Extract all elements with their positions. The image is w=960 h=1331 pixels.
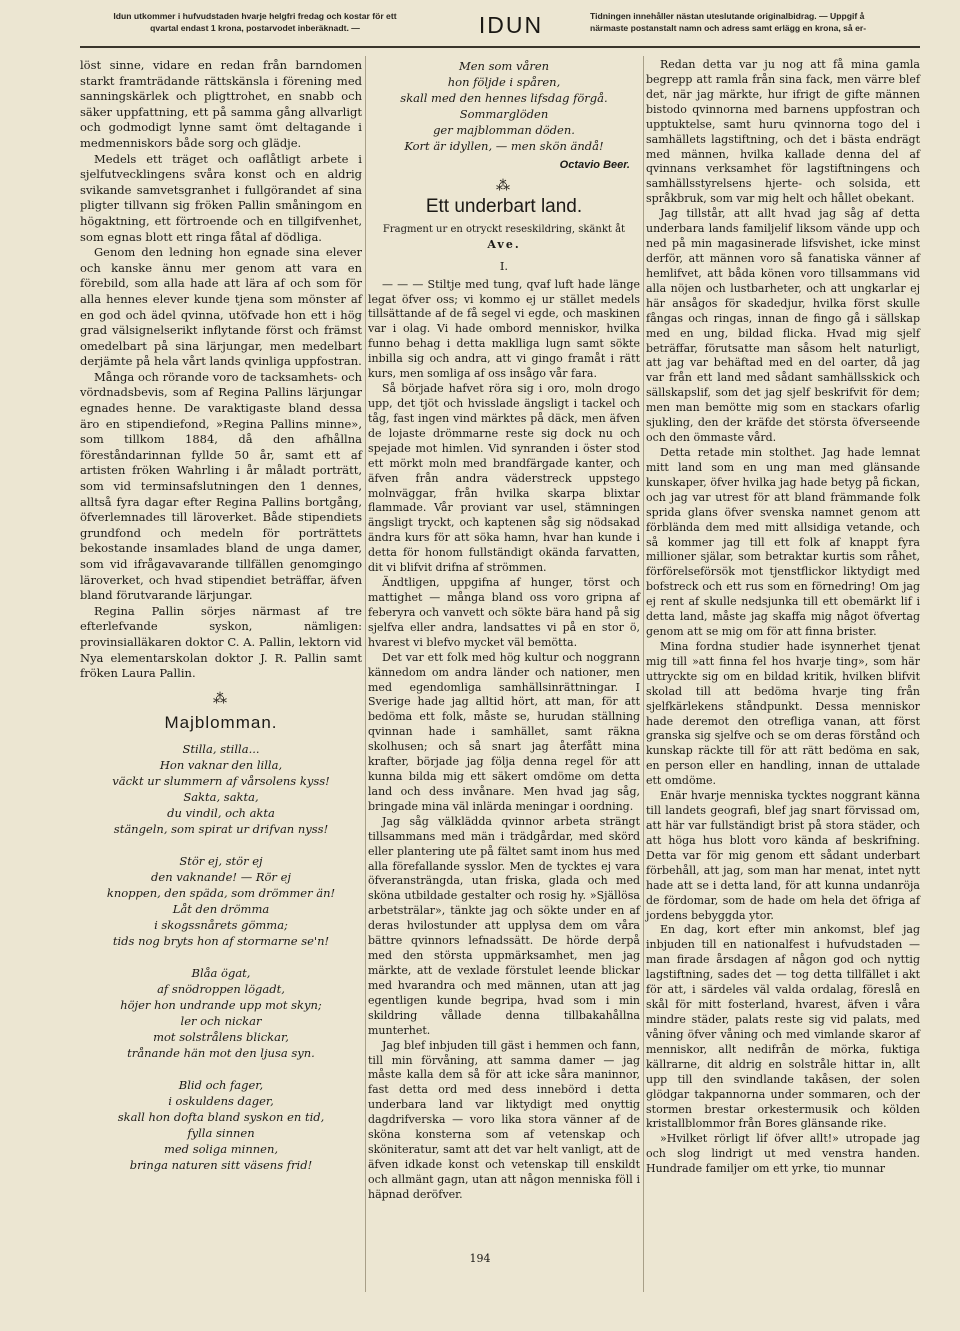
poem-line: Blid och fager,	[178, 1077, 264, 1092]
poem-line: den vaknande! — Rör ej	[151, 869, 291, 884]
paragraph: Jag tillstår, att allt hvad jag såg af detta underbara lands familjelif liksom vände upp och ned på min magasinerade lifsvishet, icke minst derför, att männen voro så fanatiska vänner af hemlifvet, att båda könen voro tillsammans vid alla nöjen och lustbarheter, och att ungkarlar ej här ansågos för skadedjur, hvilka först skulle fångas och ringas, innan de fingo gå i sällskap med en ung, bildad flicka. Hvad mig sjelf beträffar, förutsatte man såsom helt naturligt, att jag var behäftad med en del oarter, då jag var från ett land med sådant samhällsskick och sällskapslif, som det jag sjelf beskrifvit för dem; men man bemötte mig som en stackars ofarlig sjukling, den der kräfde det största öfverseende och den ömmaste vård.	[646, 207, 920, 445]
poem-line: Men som våren	[458, 59, 550, 73]
paragraph: Det var ett folk med hög kultur och noggrann kännedom om andra länder och nationer, men med egendomliga samhällsinrättningar. I Sverige hade jag alltid hört, att man, för att bedöma ett folk, måste se, hurudan ställning qvinnan hade i samhället, samt räkna skolhusen; och så snart jag återfått mina krafter, började jag följa denna regel för att kunna bilda mig ett säkert omdöme om detta land och dess invånare. Men hvad jag såg, bringade mina väl inlärda meningar i oordning.	[368, 650, 640, 813]
poem-line: ler och nickar	[180, 1013, 262, 1028]
header-right-line: Tidningen innehåller nästan uteslutande originalbidrag. — Uppgif å	[590, 11, 865, 21]
poem-line: Hon vaknar den lilla,	[159, 757, 283, 772]
header-left-line: Idun utkommer i hufvudstaden hvarje helgfri fredag och kostar för ett	[113, 11, 397, 21]
poem-line: stängeln, som spirat ur drifvan nyss!	[113, 821, 329, 836]
poem-line: tids nog bryts hon af stormarne se'n!	[112, 933, 330, 948]
masthead-title: IDUN	[478, 12, 544, 38]
poem-line: skall hon dofta bland syskon en tid,	[117, 1109, 325, 1124]
page-header	[80, 8, 920, 44]
article-title: Ett underbart land.	[425, 195, 583, 217]
poem-title: Majblomman.	[164, 713, 278, 733]
article-subtitle: Fragment ur en otryckt reseskildring, skänkt åt	[382, 223, 626, 235]
header-contributor-note	[590, 10, 922, 34]
paragraph: Redan detta var ju nog att få mina gamla begrepp att ramla från sina fack, men värre blef det, när jag märkte, hur ifrigt de gifte männen bistodo qvinnorna med barnens uppfostran och upptuktelse, samt huru qvinnorna togo del i samhällets lagstiftning, och det i bästa endrägt med männen, hvilka kallade denna del af qvinnans verksamhet för lagstiftningens och samhällsstyrelsens hjerte- och solsida, ett språkbruk, som var mig helt och hållet obekant.	[646, 58, 920, 206]
paragraph: »Hvilket rörligt lif öfver allt!» utropade jag och slog lindrigt ut med venstra handen. Hundrade familjer om ett yrke, tio munnar	[646, 1132, 920, 1176]
poem-stanza	[80, 1077, 362, 1173]
poem	[80, 741, 362, 1173]
poem-line: med soliga minnen,	[163, 1141, 279, 1156]
page-number: 194	[469, 1252, 491, 1265]
header-right-line: närmaste postanstalt namn och adress samt erlägg en krona, så er-	[590, 23, 867, 33]
poem-stanza	[80, 741, 362, 837]
poem-line: Kort är idyllen, — men skön ändå!	[404, 139, 604, 153]
poem-line: Låt den drömma	[172, 901, 270, 916]
header-rule	[80, 46, 920, 48]
section-number: I.	[499, 258, 509, 273]
poem-line: i skogssnårets gömma;	[154, 917, 288, 932]
poem-line: du vindil, och akta	[167, 805, 275, 820]
header-left-line: qvartal endast 1 krona, postarvodet inberäknadt. —	[150, 23, 360, 33]
poem-line: hon följde i spåren,	[447, 75, 561, 89]
poem-line: höjer hon undrande upp mot skyn;	[120, 997, 322, 1012]
paragraph: Genom den ledning hon egnade sina elever och kanske ännu mer genom att vara en förebild, som alla hade att lära af och som för alla hennes elever kunde tjena som mönster af en god och ädel qvinna, utöfvade hon ett i hög grad välsignelserikt inflytande först och främst omedelbart på sina lärjungar, men medelbart derjämte på hela vårt lands qvinliga uppfostran.	[80, 245, 362, 369]
column-3	[646, 58, 920, 1177]
paragraph: — — — Stiltje med tung, qvaf luft hade länge legat öfver oss; vi kommo ej ur stället medels tillsättande af de få segel vi egde, och maskinen var i olag. Vi hade ombord menniskor, hvilka funno behag i detta maklliga lugn samt sökte inbilla sig och andra, att vi gingo framåt i rätt kurs, men somliga af oss insågo vår fara.	[368, 277, 640, 381]
paragraph: Ändtligen, uppgifna af hunger, törst och mattighet — många bland oss voro gripna af feberyra och vanvett och sökte bära hand på sig sjelfva eller andra, landsattes vi på en stor ö, hvarest vi blefvo mycket väl bemötta.	[368, 576, 640, 649]
paragraph: Regina Pallin sörjes närmast af tre efterlefvande syskon, nämligen: provinsialläkaren doktor C. A. Pallin, lektorn vid Nya elementarskolan doktor J. R. Pallin samt fröken Laura Pallin.	[80, 603, 362, 681]
ornament-icon: ⁂	[213, 690, 229, 707]
ornament-icon: ⁂	[496, 177, 512, 194]
poem-line: Sommarglöden	[459, 107, 549, 121]
poem-line: knoppen, den späda, som drömmer än!	[106, 885, 336, 900]
paragraph: Detta retade min stolthet. Jag hade lemnat mitt land som en ung man med glänsande kunskaper, öfver hvilka jag hade betyg på fickan, och jag var utrest för att bland främmande folk sprida glans öfver svenska namnet genom att förblända dem med mitt allsidiga vetande, och så kommer jag till ett folk af knappt fyra millioner själar, som betraktar kurtis som råhet, förförelseförsök mot tjenstflickor liktydigt med bofstreck och ett rus som en förnedring! Om jag ej rent af skulle nedsjunka till ett obemärkt lif i detta land, måste jag skaffa mig något öfvertag genom att se mig om för att finna brister.	[646, 445, 920, 639]
paragraph: En dag, kort efter min ankomst, blef jag inbjuden till en nationalfest i hufvudstaden — man firade årsdagen af någon god och nyttig lagstiftning, sades det — tog detta tillfället i akt för att, i särdeles väl valda ordalag, föreslå en skål för mitt fosterland, hvarest, äfven i våra mindre städer, palats reste sig vid palats, med våning öfver våning och med vimlande skaror af menniskor, allt nedifrån de mörka, fuktiga källrarne, dit aldrig en solstråle hittar in, allt upp till den svindlande takåsen, der solen glödgar takpannorna under sommaren, och der stormen brestar orkestermusik och kölden kristallblommor från Bores glänsande rike.	[646, 923, 920, 1131]
poem-line: trånande hän mot den ljusa syn.	[127, 1045, 315, 1060]
poem-line: ger majblomman döden.	[433, 123, 575, 137]
paragraph: Jag såg välklädda qvinnor arbeta strängt tillsammans med män i trädgårdar, med skörd eller plantering ute på fältet samt inom hus med alla förefallande sysslor. Men de tycktes ej vara öfveransträngda, utan friska, glada och med sköna utbildade gestalter och rosig hy. »Själlösa arbetsträlar», tänkte jag och sökte under en af deras hvilostunder att upplysa dem om våra bättre qvinnors lefnadssätt. De hörde derpå med den största uppmärksamhet, men jag märkte, att de vexlade förstulet leende blickar med hvarandra och med männen, utan att jag egentligen kunde begripa, hvad som i min skildring vållade denna tillbakahållna munterhet.	[368, 814, 640, 1037]
poem-author: Octavio Beer.	[559, 159, 630, 171]
article-author: Ave.	[487, 237, 521, 251]
poem-continuation	[368, 58, 640, 154]
poem-line: i oskuldens dager,	[168, 1093, 274, 1108]
poem-line: Stilla, stilla...	[182, 741, 260, 756]
paragraph: Jag blef inbjuden till gäst i hemmen och fann, till min förvåning, att samma damer — jag måste kalla dem så för att icke såra maninnor, fast detta ord med dess innebörd i detta underbara land var liktydigt med onyttig dagdrifverska — voro lika stora vänner af de sköna konsterna som af vetenskap och sköniteratur, samt att det var helt vanligt, att de äfven idkade konst och vetenskap till enskildt och allmänt gagn, utan att någon menniska föll i häpnad deröfver.	[368, 1038, 640, 1201]
column-divider	[365, 56, 366, 1292]
paragraph: Enär hvarje menniska tycktes noggrant känna till landets geografi, blef jag snart förvissad om, att här var fullständigt brist på stora städer, och att höga hus blott voro kända af beskrifning. Detta var för mig genom ett sådant underbart förbehåll, att jag, som man har menat, intet nytt hade att se i detta land, för att kunna undanröja de fördomar, som de hade om hela det öfriga af jordens bebyggda ytor.	[646, 789, 920, 922]
poem-line: Stör ej, stör ej	[179, 853, 263, 868]
poem-line: Sakta, sakta,	[183, 789, 259, 804]
column-2	[368, 58, 640, 1203]
header-subscription-note	[80, 10, 430, 34]
paragraph: Så började hafvet röra sig i oro, moln drogo upp, det tjöt och hvisslade ängsligt i tackel och tåg, fast ingen vind märktes på däck, men äfven de lojaste drömmarne reste sig dock nu och spejade mot himlen. Vid synranden i öster stod ett mörkt moln med brandfärgade kanter, och äfven från andra väderstreck uppstego molnväggar, från hvilka skarpa blixtar flammade. Vår proviant var usel, stämningen ängsligt tryckt, och kaptenen såg sig nödsakad ändra kurs för att söka hamn, hvar han kunde i detta för honom fullständigt okända farvatten, dit vi blifvit drifna af strömmen.	[368, 382, 640, 575]
paragraph: Mina fordna studier hade isynnerhet tjenat mig till »att finna fel hos hvarje ting», som här uttryckte sig om en bildad kritik, hvilken blifvit skolad till att bedöma hvarje ting från sjelfkärlekens ståndpunkt. Dessa menniskor hade deremot den otrefliga vanan, att först granska sig sjelfve och se om deras förstånd och kunskap räckte till för att rätt bedöma en sak, en person eller en handling, innan de uttalade ett omdöme.	[646, 639, 920, 788]
column-divider	[643, 56, 644, 1292]
poem-line: fylla sinnen	[187, 1125, 255, 1140]
poem-stanza	[80, 853, 362, 949]
poem-line: Blåa ögat,	[191, 965, 251, 980]
poem-line: skall med den hennes lifsdag förgå.	[400, 91, 608, 105]
poem-line: bringa naturen sitt väsens frid!	[129, 1157, 313, 1172]
poem-line: mot solstrålens blickar,	[153, 1029, 289, 1044]
poem-line: väckt ur slummern af vårsolens kyss!	[112, 773, 330, 788]
paragraph: Många och rörande voro de tacksamhets- och vördnadsbevis, som af Regina Pallins lärjungar egnades henne. De varaktigaste bland dessa äro en stipendiefond, »Regina Pallins minne», som tillkom 1884, då den afhållna föreståndarinnan fyllde 50 år, samt ett af artisten fröken Wahrling i år måladt porträtt, som vid terminsafslutningen den 1 dennes, alltså fyra dagar efter Regina Pallins bortgång, öfverlemnades till läroverket. Både stipendiets grundfond och medeln för porträttets bekostande insamlades bland de unga damer, som vid ifrågavavarande tillfällen genomgingo läroverket, och hvad stipendiet beträffar, äfven bland förutvarande lärjungar.	[80, 369, 362, 603]
column-1	[80, 58, 362, 1189]
paragraph: löst sinne, vidare en redan från barndomen starkt framträdande rättskänsla i förening med sanningskärlek och pligttrohet, en snabb och säker uppfattning, ett på samma gång allvarligt och godmodigt lynne samt ömt deltagande i medmenniskors både sorg och glädje.	[80, 58, 362, 150]
poem-line: af snödroppen lögadt,	[157, 981, 285, 996]
poem-stanza	[368, 58, 640, 154]
poem-stanza	[80, 965, 362, 1061]
paragraph: Medels ett träget och oaflåtligt arbete i sjelfutvecklingens svåra konst och en aldrig svikande samvetsgranhet i fullgörandet af sina pligter tillvann sig fröken Pallin småningom en högaktning, ett förtroende och en tillgifvenhet, som egnas blott ett ringa fåtal af dödliga.	[80, 151, 362, 244]
